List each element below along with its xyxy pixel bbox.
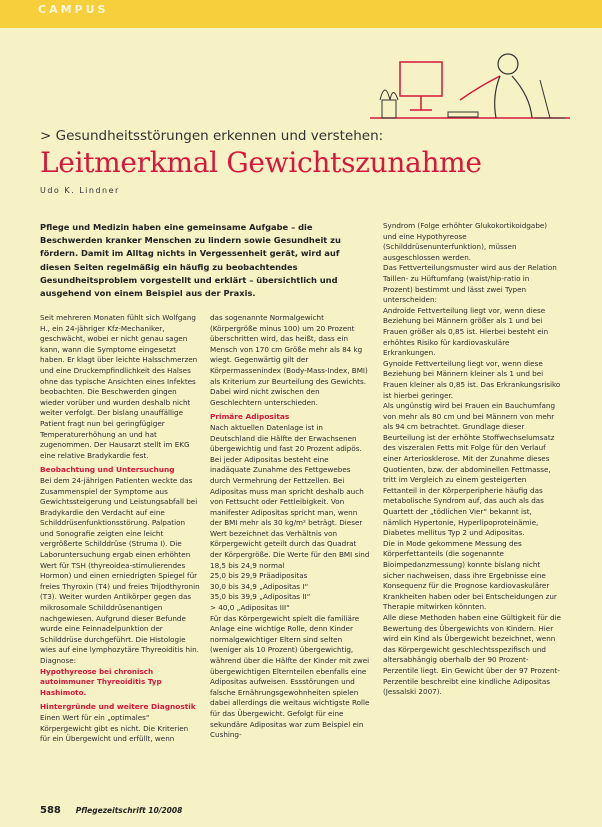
subheading: Beobachtung und Untersuchung (40, 465, 175, 475)
paragraph: 25,0 bis 29,9 Präadipositas (210, 571, 308, 581)
column-2 (210, 313, 370, 741)
paragraph: Nach aktuellen Datenlage ist in Deutschland die Hälfte der Erwachsenen übergewichtig und fast 20 Prozent adipös. Bei jeder Adipositas besteht eine inadäquate Zunahme des Fettgewebes durch Vermehrung der Fettzellen. Bei Adipositas muss man spricht deshalb auch von Fettsucht oder Fettleibigkeit. Von manifester Adipositas spricht man, wenn der BMI mehr als 30 kg/m² beträgt. Dieser Wert bezeichnet das Verhältnis von Körpergewicht geteilt durch das Quadrat der Körpergröße. Die Werte für den BMI sind (210, 422, 370, 560)
paragraph: 18,5 bis 24,9 normal (210, 560, 285, 570)
article-author: Udo K. Lindner (40, 186, 120, 195)
office-illustration (360, 40, 580, 140)
page-number: 588 (40, 805, 61, 816)
paragraph: Seit mehreren Monaten fühlt sich Wolfgang H., ein 24-jähriger Kfz-Mechaniker, geschwächt, wobei er nicht genau sagen kann, wann die Symptome eingesetzt haben. Er klagt über leichte Halsschmerzen und eine Druckempfindlichkeit des Halses ohne das typische Ansichten eines Infektes beobachten. Die Beschwerden gingen wieder vorüber und wurden deshalb nicht weiter verfolgt. Der bislang unauffällige Patient fragt nun bei geringfügiger Temperaturerhöhung an und hat zugenommen. Der Hausarzt stellt im EKG eine relative Bradykardie fest. (40, 313, 198, 460)
section-header-bar (0, 0, 602, 28)
article-kicker: > Gesundheitsstörungen erkennen und verstehen: (40, 128, 384, 144)
paragraph: Das Fettverteilungsmuster wird aus der Relation Taillen- zu Hüftumfang (waist/hip-ratio in Prozent) bestimmt und lässt zwei Typen unterscheiden: (383, 263, 557, 305)
paragraph: 35,0 bis 39,9 „Adipositas II“ (210, 592, 311, 602)
paragraph: > 40,0 „Adipositas III“ (210, 603, 290, 613)
column-3 (383, 221, 561, 698)
paragraph: Einen Wert für ein „optimales“ Körpergewicht gibt es nicht. Die Kriterien für ein Übergewicht und erfüllt, wenn (40, 712, 189, 744)
paragraph: Für das Körpergewicht spielt die familiäre Anlage eine wichtige Rolle, denn Kinder normalgewichtiger Eltern sind selten (weniger als 10 Prozent) übergewichtig, während über die Hälfte der Kinder mit zwei übergewichtigen Elternteilen ebenfalls eine Adipositas aufweisen. Essstörungen und falsche Ernährungsgewohnheiten spielen dabei allerdings die weitaus wichtigste Rolle für das Übergewicht. Gefolgt für eine sekundäre Adipositas war zum Beispiel ein Cushing- (210, 613, 370, 740)
column-1 (40, 313, 200, 745)
paragraph: Bei dem 24-jährigen Patienten weckte das Zusammenspiel der Symptome aus Gewichtssteigerung und Leistungsabfall bei Bradykardie den Verdacht auf eine Schilddrüsenfunktionsstörung. Palpation und Sonografie zeigten eine leicht vergrößerte Schilddrüse (Struma I). Die Laboruntersuchung ergab einen erhöhten Wert für TSH (thyreoidea-stimulierendes Hormon) und einen erniedrigten Spiegel für freies Thyroxin (T4) und freies Trijodthyronin (T3). Weiter wurden Antikörper gegen das mikrosomale Schilddrüsenantigen nachgewiesen. Aufgrund dieser Befunde wurde eine Feinnadelpunktion der Schilddrüse durchgeführt. Die Histologie wies auf eine lymphozytäre Thyreoiditis hin. Diagnose: (40, 475, 200, 665)
subheading: Primäre Adipositas (210, 412, 290, 422)
subheading: Hintergründe und weitere Diagnostik (40, 702, 196, 712)
article-lead: Pflege und Medizin haben eine gemeinsame Aufgabe – die Beschwerden kranker Menschen zu lindern sowie Gesundheit zu fördern. Damit im Alltag nichts in Vergessenheit gerät, wird auf diesen Seiten regelmäßig ein häufig zu beobachtendes Gesundheitsproblem vorgestellt und erklärt – übersichtlich und ausgehend von einem Beispiel aus der Praxis. (40, 222, 341, 299)
paragraph: Syndrom (Folge erhöhter Glukokortikoidgabe) und eine Hypothyreose (Schilddrüsenunterfunktion), müssen ausgeschlossen werden. (383, 221, 548, 262)
page-footer (40, 805, 182, 816)
section-label: CAMPUS (38, 3, 109, 16)
paragraph: Die in Mode gekommene Messung des Körperfettanteils (die sogenannte Bioimpedanzmessung) konnte bislang nicht sicher nachweisen, dass ihre Ergebnisse eine Konsequenz für die Prognose kardiovaskulärer Krankheiten haben oder bei Entscheidungen zur Therapie mitwirken könnten. (383, 538, 557, 612)
article-title: Leitmerkmal Gewichtszunahme (40, 146, 482, 179)
paragraph: Als ungünstig wird bei Frauen ein Bauchumfang von mehr als 80 cm und bei Männern von mehr als 94 cm betrachtet. Grundlage dieser Beurteilung ist der erhöhte Stoffwechselumsatz des viszeralen Fetts mit Folge für den Verlauf einer Arteriosklerose. Mit der Zunahme dieses Quotienten, bzw. der abdominellen Fettmasse, tritt im Vergleich zu einem gesteigerten Fettanteil in der Körperperipherie häufig das metabolische Syndrom auf, das auch als das Quartett der „tödlichen Vier“ bekannt ist, nämlich Hypertonie, Hyperlipoproteinämie, Diabetes mellitus Typ 2 und Adipositas. (383, 401, 556, 538)
journal-name: Pflegezeitschrift 10/2008 (75, 806, 183, 815)
diagnosis-text: Hypothyreose bei chronisch autoimmuner Thyreoiditis Typ Hashimoto. (40, 666, 162, 697)
paragraph: Gynoide Fettverteilung liegt vor, wenn diese Beziehung bei Männern kleiner als 1 und bei Frauen kleiner als 0,85 ist. Das Erkrankungsrisiko ist hierbei geringer. (383, 358, 561, 400)
paragraph: das sogenannte Normalgewicht (Körpergröße minus 100) um 20 Prozent überschritten wird, das heißt, dass ein Mensch von 170 cm Größe mehr als 84 kg wiegt. Gegenwärtig gilt der Körpermassenindex (Body-Mass-Index, BMI) als Kriterium zur Beurteilung des Gewichts. Dabei wird nicht zwischen den Geschlechtern unterschieden. (210, 313, 368, 407)
paragraph: Alle diese Methoden haben eine Gültigkeit für die Bewertung des Übergewichts von Kindern. Hier wird ein Kind als Übergewicht bezeichnet, wenn das Körpergewicht geschlechtsspezifisch und altersabhängig oberhalb der 90 Prozent-Perzentile liegt. Ein Gewicht über der 97 Prozent-Perzentile beschreibt eine kindliche Adipositas (Jessalski 2007). (383, 612, 561, 697)
paragraph: Androide Fettverteilung liegt vor, wenn diese Beziehung bei Männern größer als 1 und bei Frauen größer als 0,85 ist. Hierbei besteht ein erhöhtes Risiko für kardiovaskuläre Erkrankungen. (383, 305, 549, 358)
paragraph: 30,0 bis 34,9 „Adipositas I“ (210, 581, 309, 591)
